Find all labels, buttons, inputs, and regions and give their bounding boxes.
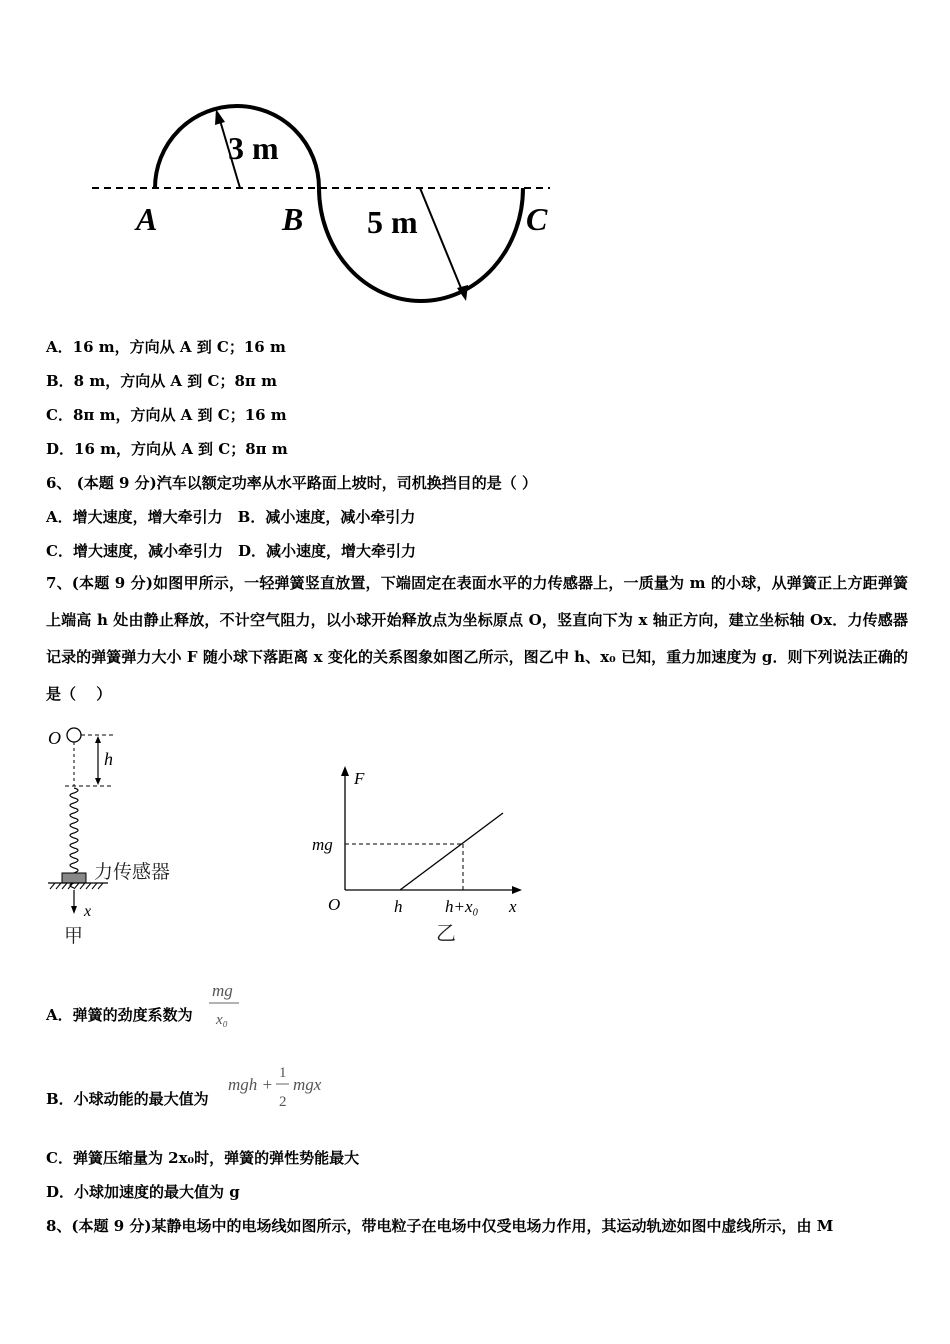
x-axis-arrow xyxy=(512,886,522,894)
sensor-label: 力传感器 xyxy=(94,861,171,883)
yi-label-hx0: h+x₀ xyxy=(445,897,479,916)
frac-b-numerator: 1 xyxy=(279,1065,287,1081)
q7-option-b: B．小球动能的最大值为 xyxy=(46,1090,209,1108)
yi-label-h: h xyxy=(394,897,403,916)
yi-caption: 乙 xyxy=(436,921,456,945)
q7-stem: 7、(本题 9 分)如图甲所示，一轻弹簧竖直放置，下端固定在表面水平的力传感器上，一质量为 m 的小球，从弹簧正上方距弹簧上端高 h 处由静止释放，不计空气阻力，以小球开始释放点为坐标原点 O，竖直向下为 x 轴正方向，建立坐标轴 Ox．力传感器记录的弹簧弹力大小 F 随小球下落距离 x 变化的关系图象如图乙所示，图乙中 h、x₀ 已知，重力加速度为 g．则下列说法正确的是（ ） xyxy=(46,574,908,703)
q7-option-d: D．小球加速度的最大值为 g xyxy=(46,1183,240,1201)
expr-kinetic-max xyxy=(226,1060,336,1116)
jia-label-O: O xyxy=(48,728,61,748)
fraction-mg-over-x0 xyxy=(205,976,245,1034)
frac-a-denominator: x₀ xyxy=(216,1012,228,1028)
label-A: A xyxy=(136,201,158,237)
q5-option-a: A．16 m，方向从 A 到 C；16 m xyxy=(46,338,286,356)
h-arrow-head-top xyxy=(95,736,101,743)
yi-label-F: F xyxy=(354,769,365,788)
q7-option-a: A．弹簧的劲度系数为 xyxy=(46,1006,193,1024)
path-figure xyxy=(80,95,560,310)
label-C: C xyxy=(526,201,548,237)
expr-b-part2: mgx xyxy=(293,1075,322,1094)
ball xyxy=(67,728,81,742)
jia-label-x: x xyxy=(84,903,92,920)
force-sensor xyxy=(62,873,86,883)
label-5m: 5 m xyxy=(367,204,418,240)
q6-options-row1: A．增大速度，增大牵引力 B．减小速度，减小牵引力 xyxy=(46,508,416,526)
yi-label-x: x xyxy=(509,897,517,916)
force-line xyxy=(400,813,503,890)
frac-a-numerator: mg xyxy=(212,981,233,1000)
q7-option-c: C．弹簧压缩量为 2x₀时，弹簧的弹性势能最大 xyxy=(46,1149,360,1167)
arrow-head-small xyxy=(215,109,225,125)
h-arrow-head-bottom xyxy=(95,778,101,785)
figure-yi xyxy=(308,760,533,950)
frac-b-denominator: 2 xyxy=(279,1094,287,1110)
q8-stem: 8、(本题 9 分)某静电场中的电场线如图所示，带电粒子在电场中仅受电场力作用，其运动轨迹如图中虚线所示，由 M xyxy=(46,1217,834,1235)
label-B: B xyxy=(282,201,304,237)
q5-option-c: C．8π m，方向从 A 到 C；16 m xyxy=(46,406,287,424)
f-axis-arrow xyxy=(341,766,349,776)
q5-option-d: D．16 m，方向从 A 到 C；8π m xyxy=(46,440,288,458)
q6-options-row2: C．增大速度，减小牵引力 D．减小速度，增大牵引力 xyxy=(46,542,416,560)
label-3m: 3 m xyxy=(228,130,279,166)
yi-label-O: O xyxy=(328,895,341,914)
expr-b-part1: mgh + xyxy=(228,1075,273,1094)
jia-caption: 甲 xyxy=(64,925,84,947)
q5-option-b: B．8 m，方向从 A 到 C；8π m xyxy=(46,372,277,390)
figure-jia xyxy=(44,720,214,950)
large-semicircle xyxy=(319,188,523,301)
yi-label-mg: mg xyxy=(312,835,333,854)
x-arrow-head xyxy=(71,906,77,914)
ground-hatch xyxy=(50,883,103,889)
jia-label-h: h xyxy=(104,749,113,769)
q6-stem: 6、 (本题 9 分)汽车以额定功率从水平路面上坡时，司机换挡目的是（ ） xyxy=(46,474,537,492)
radius-arrow-large xyxy=(420,188,463,293)
